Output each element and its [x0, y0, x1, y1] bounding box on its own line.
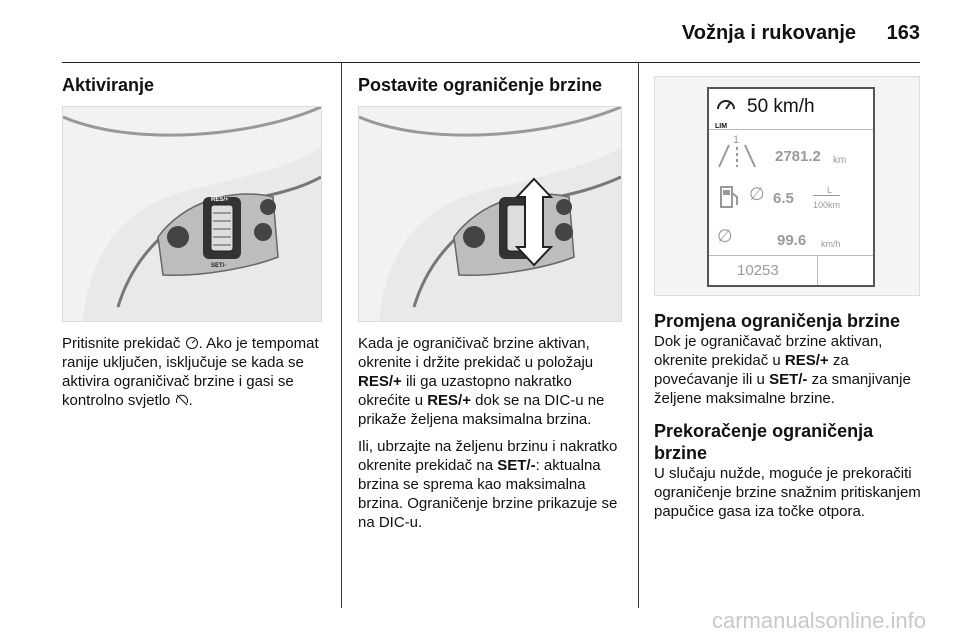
dic-range: 2781.2 [775, 148, 821, 165]
steering-wheel-figure-1 [62, 106, 322, 322]
limiter-warning-light-icon [175, 393, 189, 407]
paragraph-set-limit-2: Ili, ubrzajte na željenu brzinu i nakratko okrenite prekidač na SET/-: aktualna brzina se sprema kao maksimalna brzina. Ograničenje brzine prikazuje se na DIC-u. [358, 438, 618, 531]
column-divider-2 [638, 62, 639, 608]
paragraph-activation: Pritisnite prekidač . Ako je tempomat ranije uključen, isključuje se kada se aktivira ograničivač brzine i gasi se kontrolno svjetlo . [62, 335, 319, 409]
fuel-pump-icon [719, 185, 741, 209]
dic-speed-limit: 50 km/h [747, 96, 815, 117]
page-header-title: Vožnja i rukovanje [681, 22, 856, 44]
dic-odometer: 10253 [737, 262, 779, 279]
watermark: carmanualsonline.info [711, 608, 926, 633]
section-heading-exceed-limit: Prekoračenje ograničenja brzine [654, 421, 874, 463]
dic-display: LIM 50 km/h 1 2781.2 km ∅ 6.5 L 100km ∅ 99.6 km/h 10253 [707, 87, 875, 287]
res-label: RES/+ [211, 197, 229, 203]
column-divider-1 [341, 62, 342, 608]
section-heading-set-limit: Postavite ograničenje brzine [358, 75, 603, 95]
section-heading-activation: Aktiviranje [62, 75, 155, 95]
speed-limiter-icon [185, 336, 199, 350]
paragraph-change-limit: Dok je ograničavač brzine aktivan, okrenite prekidač u RES/+ za povećavanje ili u SET/- za smanjivanje željene maksimalne brzine. [654, 333, 911, 407]
set-label: SET/- [211, 263, 227, 269]
column-change-limit [654, 76, 922, 529]
header-divider [62, 62, 920, 63]
paragraph-exceed-limit: U slučaju nužde, moguće je prekoračiti ograničenje brzine snažnim pritiskanjem papučice gasa iza točke otpora. [654, 465, 921, 520]
dic-consumption: 6.5 [773, 190, 794, 207]
column-set-limit [358, 74, 628, 540]
dic-display-figure [654, 76, 920, 296]
road-icon [717, 143, 757, 169]
speed-limiter-icon [715, 95, 737, 119]
dic-avg-speed: 99.6 [777, 232, 807, 249]
section-heading-change-limit: Promjena ograničenja brzine [654, 311, 901, 331]
page-number: 163 [886, 22, 920, 44]
column-activation [62, 74, 330, 418]
steering-wheel-figure-2 [358, 106, 622, 322]
paragraph-set-limit-1: Kada je ograničivač brzine aktivan, okrenite i držite prekidač u položaju RES/+ ili ga uzastopno nakratko okrećite u RES/+ dok se na DIC-u ne prikaže željena maksimalna brzina. [358, 335, 605, 428]
